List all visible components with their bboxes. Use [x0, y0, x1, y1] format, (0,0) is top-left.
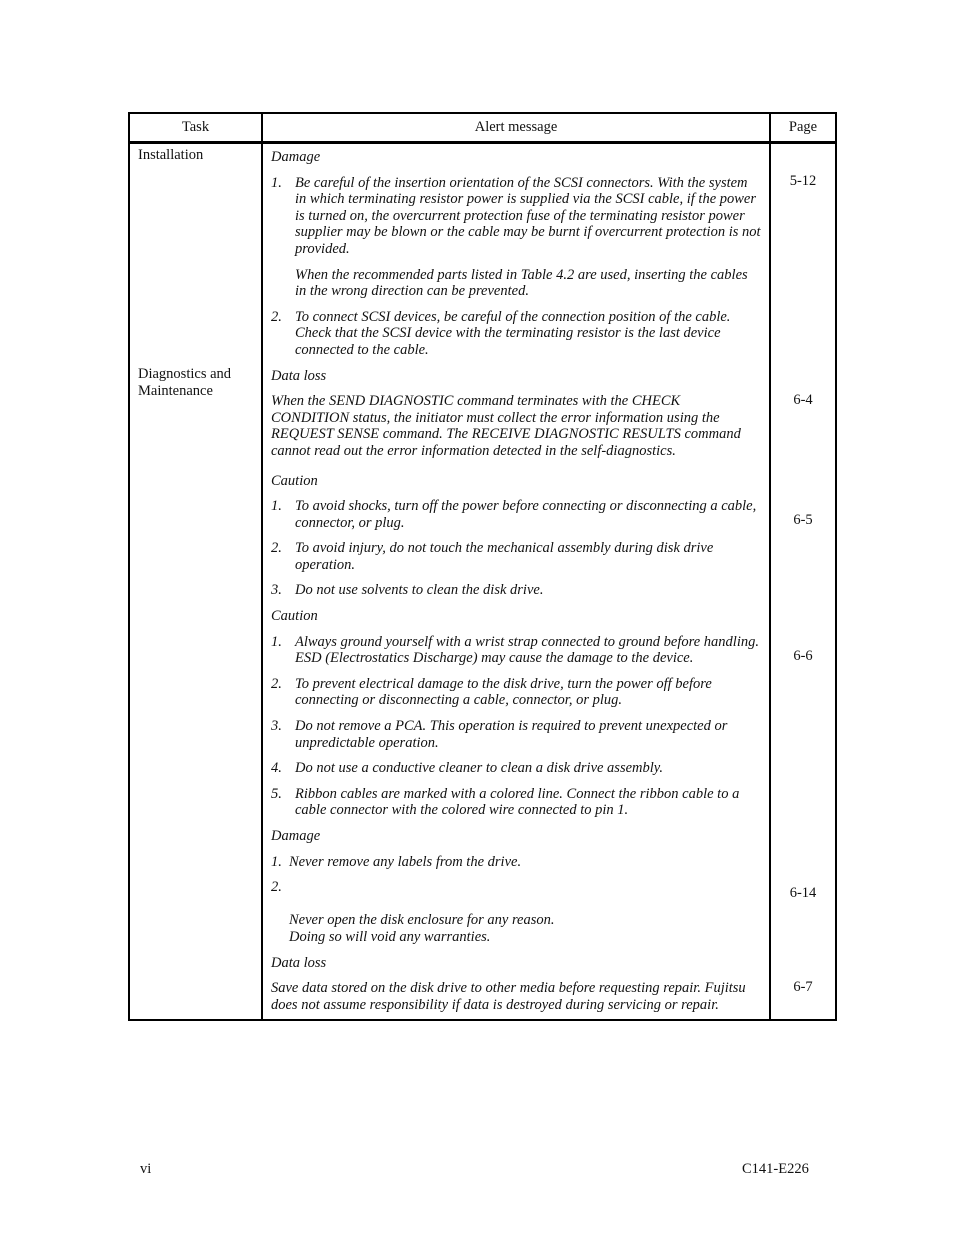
- item-number: 4.: [271, 760, 282, 777]
- alert-message-table: [128, 112, 837, 1021]
- item-text: Do not remove a PCA. This operation is required to prevent unexpected or unpredictable operation.: [295, 718, 728, 751]
- page-ref: 5-12: [789, 173, 817, 189]
- list-item: [271, 879, 761, 945]
- damage2-block: [271, 828, 761, 946]
- page-ref: 6-6: [793, 648, 813, 664]
- item-text: Always ground yourself with a wrist strap connected to ground before handling. ESD (Electrostatics Discharge) may cause the damage to the device.: [295, 633, 759, 667]
- installation-damage-block: [271, 149, 761, 359]
- diag-dataloss-text: When the SEND DIAGNOSTIC command terminates with the CHECK CONDITION status, the initiator must collect the error information using the REQUEST SENSE command. The RECEIVE DIAGNOSTIC RESULTS command cannot read out the error information detected in the self-diagnostics.: [271, 393, 741, 459]
- installation-damage-heading: Damage: [271, 149, 321, 165]
- list-item: [271, 498, 761, 531]
- list-item: [271, 175, 761, 258]
- item-text: Never open the disk enclosure for any reason. Doing so will void any warranties.: [289, 912, 555, 945]
- header-page: Page: [770, 113, 836, 143]
- item-number: 2.: [271, 308, 282, 325]
- caution2-heading: Caution: [271, 608, 318, 625]
- list-item: [271, 854, 761, 871]
- item-number: 1.: [271, 174, 282, 191]
- item-text: To avoid injury, do not touch the mechanical assembly during disk drive operation.: [295, 540, 714, 573]
- item-number: 2.: [271, 540, 282, 557]
- item-number: 2.: [271, 675, 282, 692]
- item-text: Never remove any labels from the drive.: [289, 853, 522, 870]
- diag-dataloss-block: [271, 368, 761, 460]
- item-text: Do not use a conductive cleaner to clean a disk drive assembly.: [295, 760, 664, 777]
- item-text: To prevent electrical damage to the disk drive, turn the power off before connecting or disconnecting a cable, connector, or plug.: [295, 675, 712, 709]
- table-header-row: [129, 113, 836, 143]
- list-item-note: When the recommended parts listed in Table 4.2 are used, inserting the cables in the wrong direction can be prevented.: [295, 266, 748, 300]
- page-ref: 6-5: [793, 512, 813, 528]
- dataloss2-block: [271, 955, 761, 1014]
- item-number: 1.: [271, 498, 282, 515]
- alert-message-column: [262, 143, 770, 1021]
- list-item: [271, 676, 761, 709]
- page-ref: 6-7: [793, 979, 813, 995]
- item-number: 1.: [271, 853, 282, 870]
- item-text: Be careful of the insertion orientation of the SCSI connectors. With the system in which terminating resistor power is supplied via the SCSI cable, if the power is turned on, the overcurrent protection fuse of the terminating resistor power supplier may be blown or the cable may be burnt if overcurrent protection is not provided.: [295, 174, 761, 257]
- item-number: 3.: [271, 718, 282, 735]
- item-text: Do not use solvents to clean the disk drive.: [295, 582, 544, 599]
- page-ref: 6-14: [789, 885, 817, 901]
- item-text: To connect SCSI devices, be careful of the connection position of the cable. Check that the SCSI device with the terminating resistor is the last device connected to the cable.: [295, 308, 731, 358]
- list-item: [271, 540, 761, 573]
- caution1-block: [271, 473, 761, 600]
- dataloss2-text: Save data stored on the disk drive to other media before requesting repair. Fujitsu does not assume responsibility if data is destroyed during servicing or repair.: [271, 980, 746, 1013]
- caution1-heading: Caution: [271, 472, 318, 489]
- item-number: 1.: [271, 633, 282, 650]
- damage2-heading: Damage: [271, 828, 321, 844]
- item-text: To avoid shocks, turn off the power before connecting or disconnecting a cable, connector, or plug.: [295, 498, 757, 531]
- page-ref: 6-4: [793, 392, 813, 408]
- page-column: [770, 143, 836, 1021]
- header-alert-message: Alert message: [262, 113, 770, 143]
- caution2-block: [271, 608, 761, 819]
- list-item: [271, 582, 761, 599]
- footer-doc-code: C141-E226: [742, 1161, 809, 1177]
- item-number: 5.: [271, 785, 282, 802]
- item-number: 3.: [271, 582, 282, 599]
- header-task: Task: [129, 113, 262, 143]
- task-installation: Installation: [138, 147, 204, 163]
- dataloss2-heading: Data loss: [271, 954, 327, 971]
- list-item: [271, 309, 761, 359]
- list-item: [271, 634, 761, 667]
- footer-page-number: vi: [140, 1161, 152, 1177]
- item-number: 2.: [271, 879, 282, 896]
- task-column: [129, 143, 262, 1021]
- list-item: [271, 718, 761, 751]
- list-item: [271, 760, 761, 777]
- table-body-row: [129, 143, 836, 1021]
- list-item: [271, 786, 761, 819]
- item-text: Ribbon cables are marked with a colored line. Connect the ribbon cable to a cable connector with the colored wire connected to pin 1.: [295, 785, 740, 819]
- diag-dataloss-heading: Data loss: [271, 367, 327, 384]
- task-diagnostics-maintenance: Diagnostics and Maintenance: [138, 366, 232, 399]
